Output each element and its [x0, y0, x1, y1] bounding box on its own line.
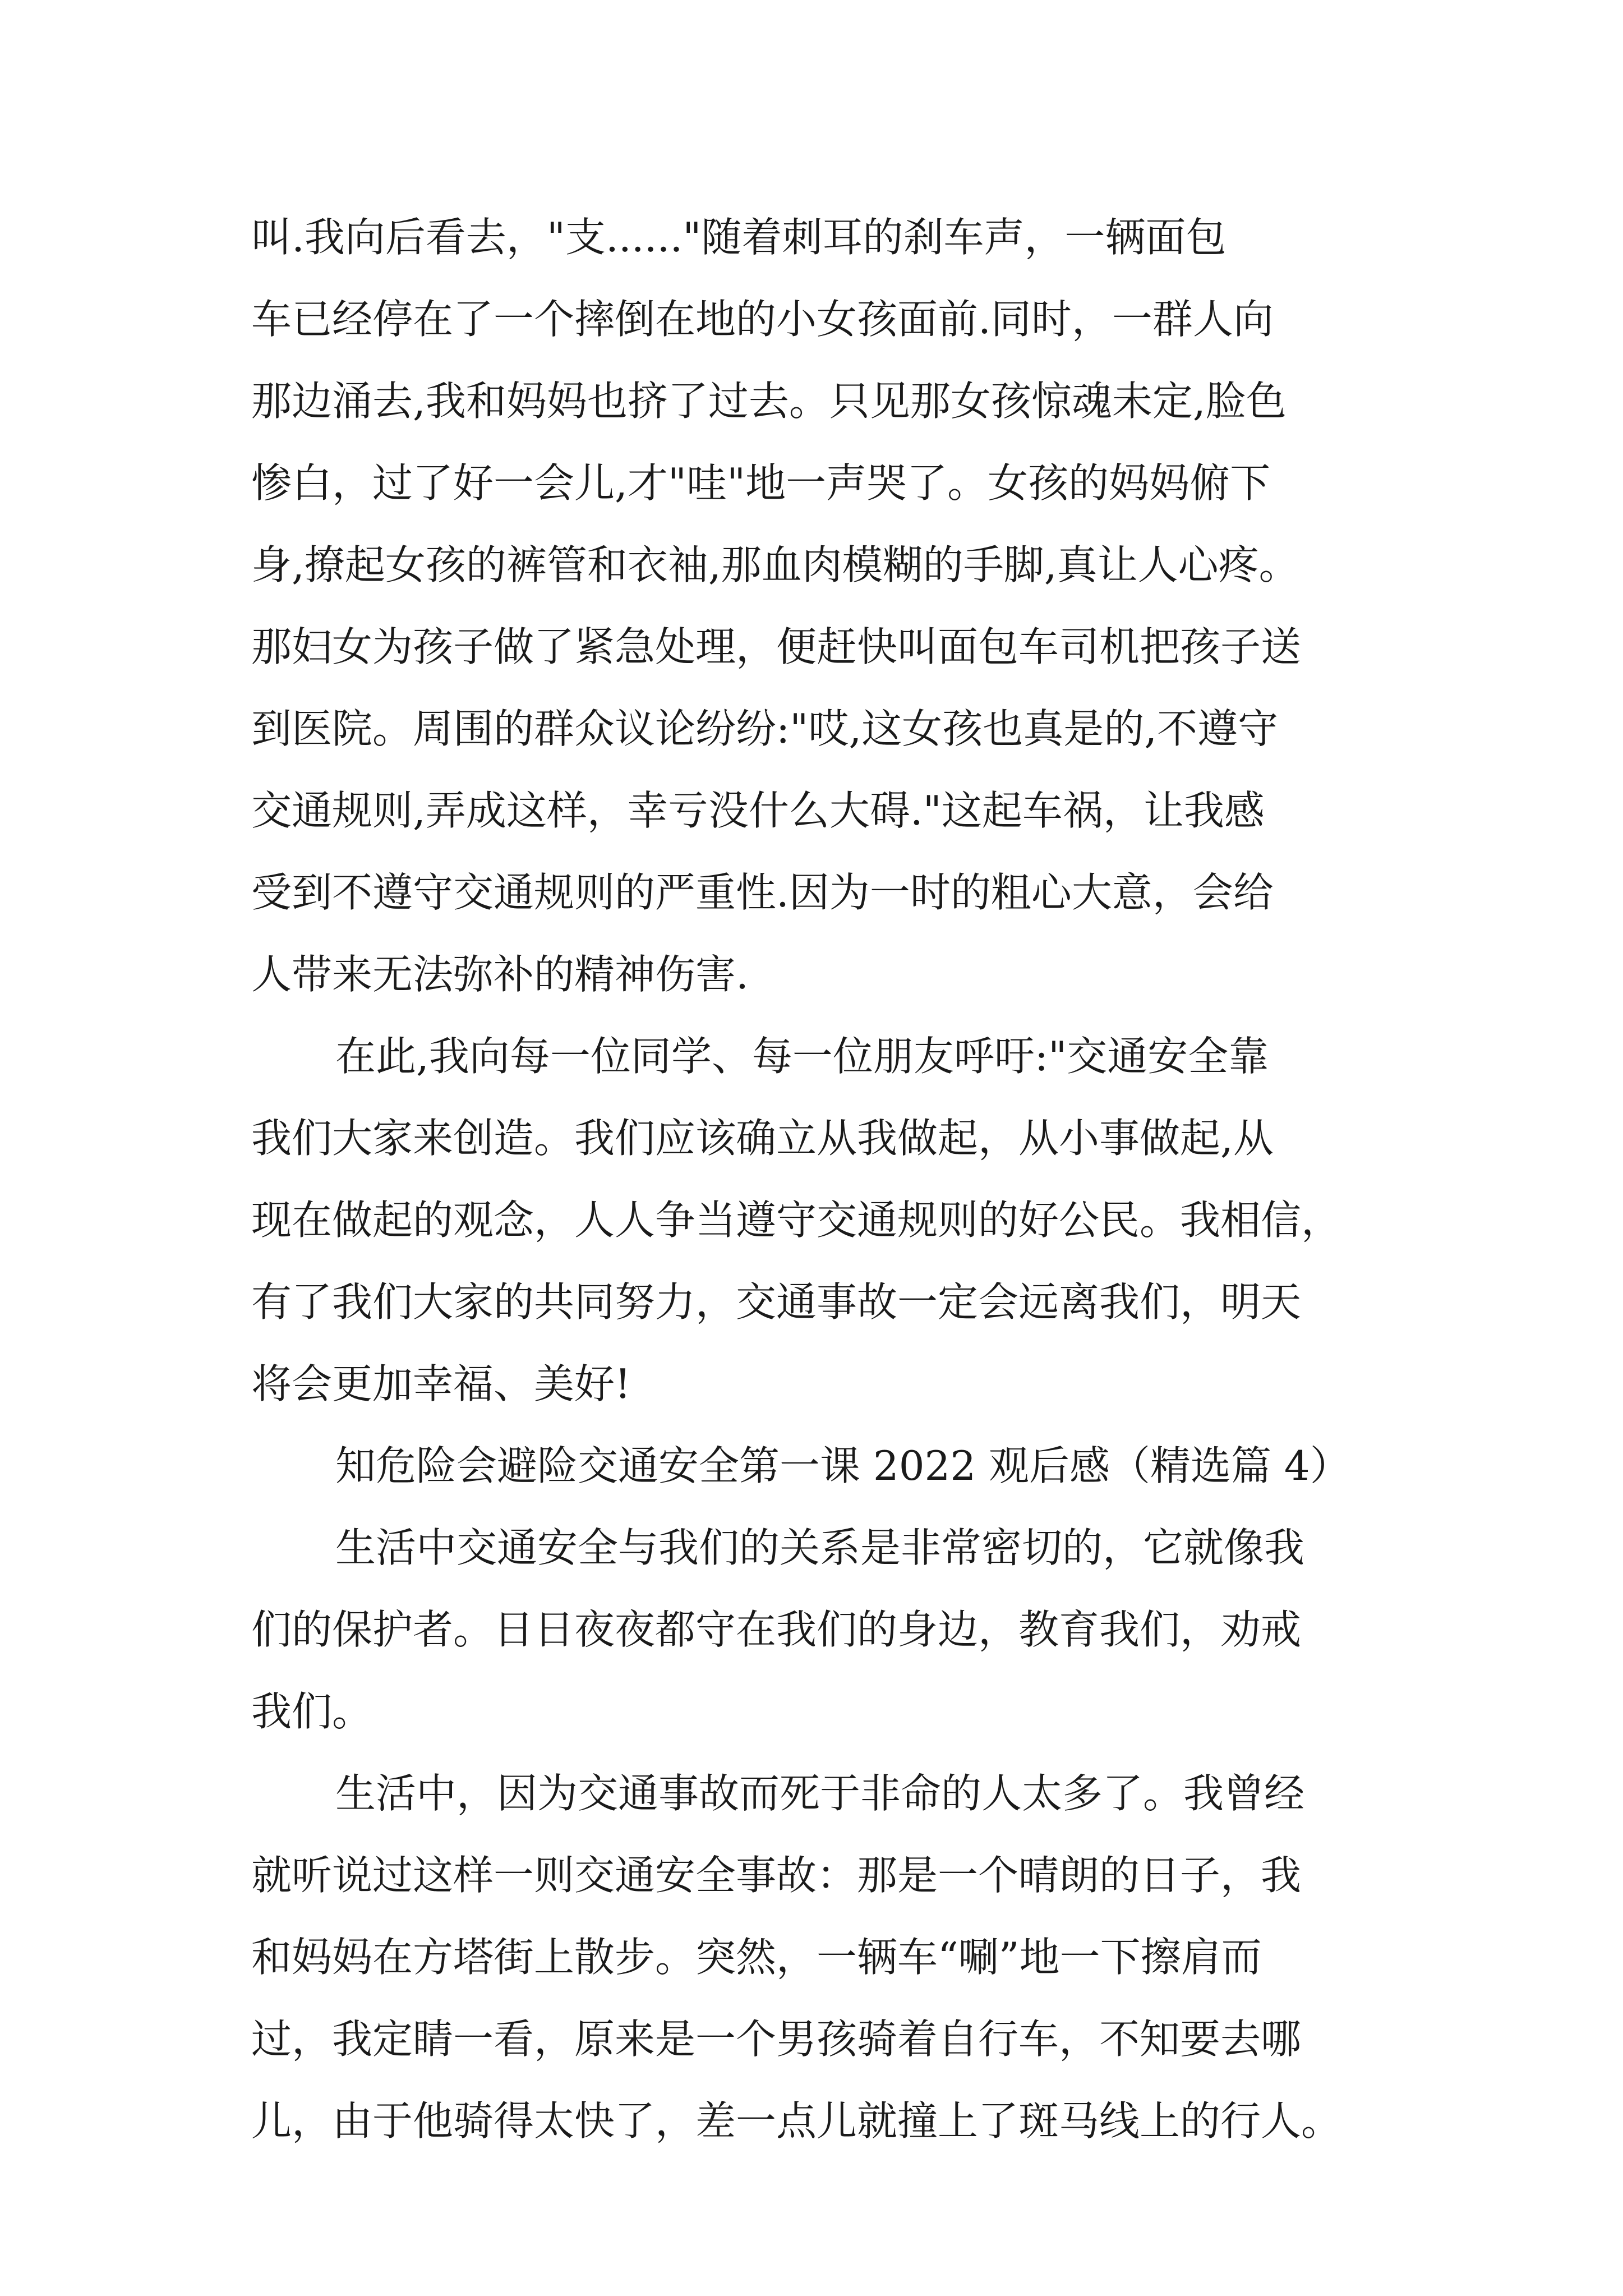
text-line: 生活中交通安全与我们的关系是非常密切的，它就像我: [335, 1524, 1305, 1571]
text-line: 我们大家来创造。我们应该确立从我做起，从小事做起,从: [251, 1115, 1274, 1162]
text-line: 过，我定睛一看，原来是一个男孩骑着自行车，不知要去哪: [251, 2016, 1302, 2063]
text-line: 那妇女为孩子做了紧急处理，便赶快叫面包车司机把孩子送: [251, 623, 1302, 670]
text-line: 身,撩起女孩的裤管和衣袖,那血肉模糊的手脚,真让人心疼。: [251, 541, 1299, 588]
text-line: 交通规则,弄成这样，幸亏没什么大碍."这起车祸，让我感: [251, 787, 1265, 834]
text-line: 生活中，因为交通事故而死于非命的人太多了。我曾经: [335, 1770, 1305, 1817]
document-body: [251, 196, 1384, 2162]
text-line: 知危险会避险交通安全第一课 2022 观后感（精选篇 4）: [335, 1442, 1350, 1489]
text-line: 到医院。周围的群众议论纷纷:"哎,这女孩也真是的,不遵守: [251, 705, 1279, 752]
text-line: 受到不遵守交通规则的严重性.因为一时的粗心大意，会给: [251, 869, 1274, 916]
text-line: 和妈妈在方塔街上散步。突然，一辆车“唰”地一下擦肩而: [251, 1934, 1262, 1981]
text-line: 我们。: [251, 1688, 373, 1735]
text-line: 人带来无法弥补的精神伤害.: [251, 951, 749, 998]
text-line: 儿，由于他骑得太快了，差一点儿就撞上了斑马线上的行人。: [251, 2097, 1342, 2145]
text-line: 现在做起的观念，人人争当遵守交通规则的好公民。我相信，: [251, 1197, 1342, 1244]
text-line: 那边涌去,我和妈妈也挤了过去。只见那女孩惊魂未定,脸色: [251, 378, 1287, 425]
text-line: 们的保护者。日日夜夜都守在我们的身边，教育我们，劝戒: [251, 1606, 1302, 1653]
text-line: 在此,我向每一位同学、每一位朋友呼吁:"交通安全靠: [335, 1033, 1269, 1080]
text-line: 将会更加幸福、美好!: [251, 1360, 631, 1407]
text-line: 就听说过这样一则交通安全事故：那是一个晴朗的日子，我: [251, 1852, 1302, 1899]
text-line: 有了我们大家的共同努力，交通事故一定会远离我们，明天: [251, 1278, 1302, 1326]
text-line: 惨白，过了好一会儿,才"哇"地一声哭了。女孩的妈妈俯下: [251, 459, 1271, 507]
text-line: 车已经停在了一个摔倒在地的小女孩面前.同时，一群人向: [251, 296, 1274, 343]
text-line: 叫.我向后看去，"支......"随着刺耳的刹车声，一辆面包: [251, 214, 1227, 261]
